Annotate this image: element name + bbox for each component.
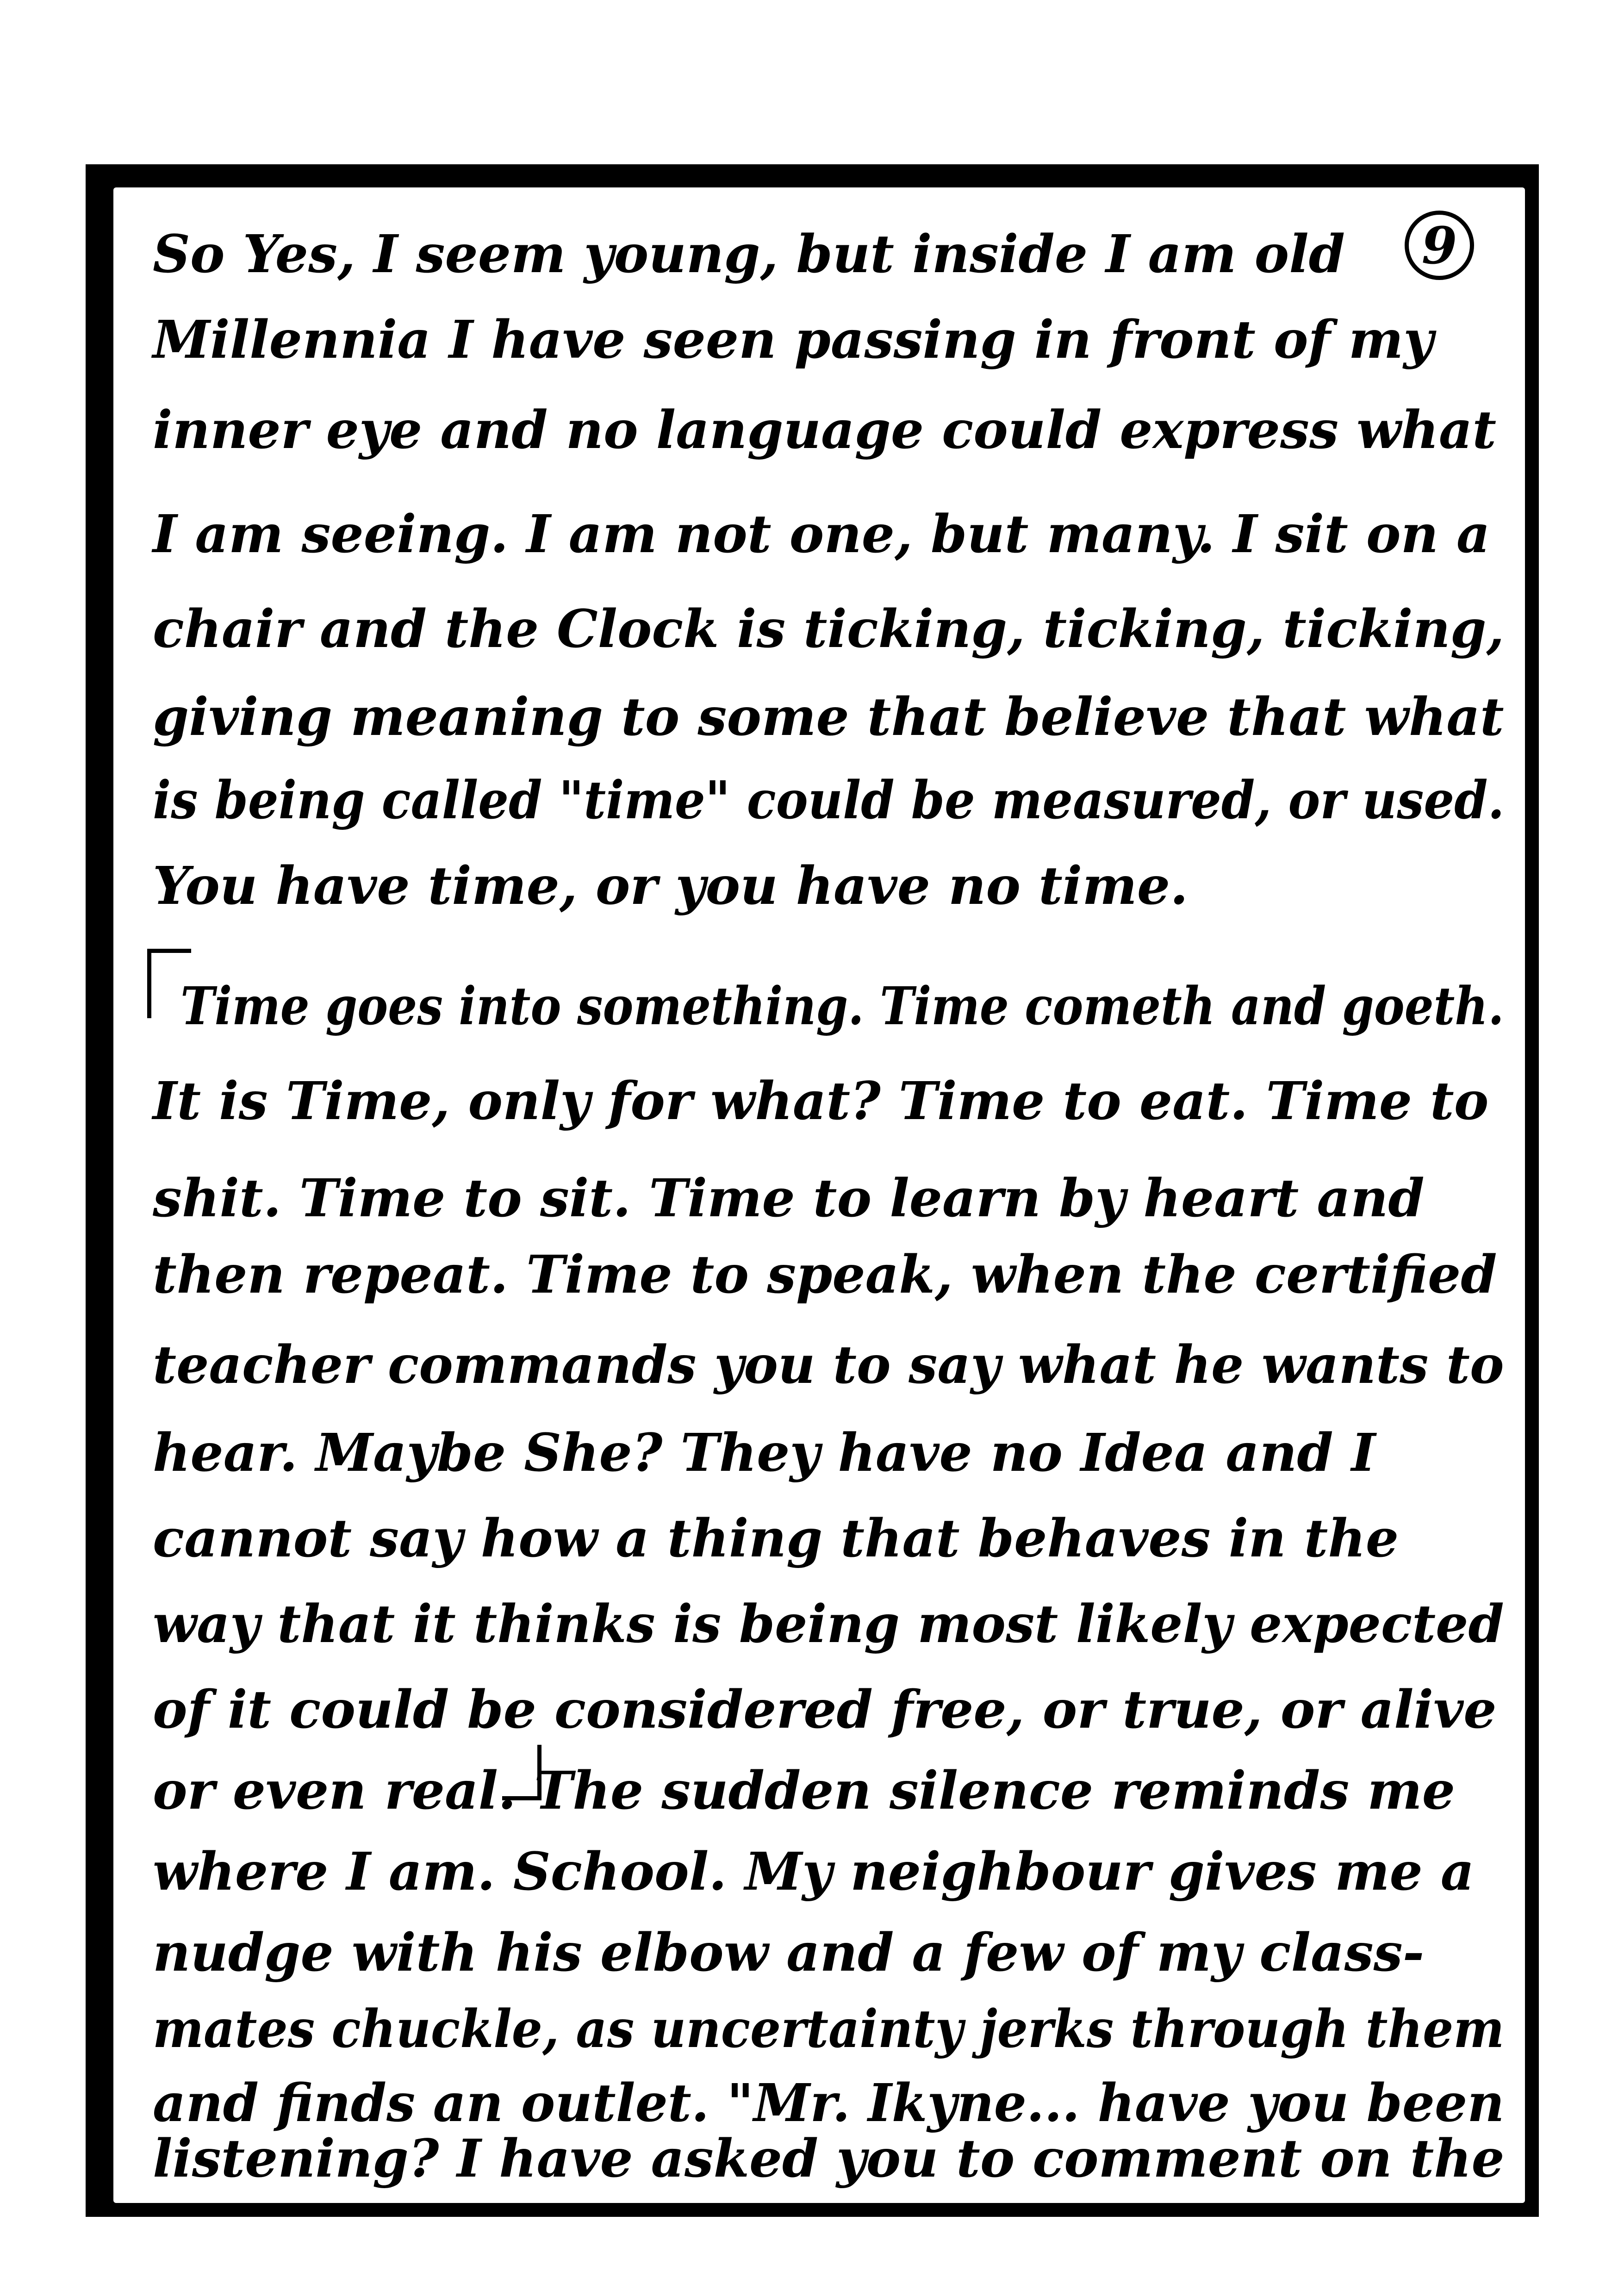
page-number: 9 (1421, 215, 1457, 275)
text-line: Time goes into something. Time cometh and goeth. (180, 976, 1504, 1037)
text-line: or even real. The sudden silence reminds me (153, 1761, 1456, 1821)
text-line: You have time, or you have no time. (153, 856, 1189, 916)
text-line: giving meaning to some that believe that what (153, 687, 1504, 747)
text-line: cannot say how a thing that behaves in the (153, 1508, 1399, 1569)
page-number-circle (1405, 211, 1474, 280)
text-line: Millennia I have seen passing in front of my (153, 310, 1434, 370)
text-line: hear. Maybe She? They have no Idea and I (153, 1423, 1376, 1483)
text-line: is being called "time" could be measured, or used. (153, 770, 1505, 831)
text-line: I am seeing. I am not one, but many. I sit on a (153, 504, 1490, 565)
text-line: way that it thinks is being most likely expected (153, 1594, 1504, 1655)
text-line: chair and the Clock is ticking, ticking, ticking, (153, 599, 1505, 660)
margin-dot (104, 2062, 109, 2066)
text-line: and finds an outlet. "Mr. Ikyne... have you been (153, 2073, 1505, 2134)
text-line: where I am. School. My neighbour gives me a (153, 1842, 1475, 1902)
margin-dot (93, 2062, 97, 2066)
text-line: teacher commands you to say what he wants to (153, 1335, 1504, 1395)
text-line: inner eye and no language could express what (153, 400, 1497, 460)
text-line: then repeat. Time to speak, when the certified (153, 1244, 1497, 1305)
margin-dot (95, 2004, 100, 2009)
text-line: So Yes, I seem young, but inside I am old (153, 224, 1345, 285)
text-line: nudge with his elbow and a few of my class- (153, 1923, 1425, 1983)
text-line: of it could be considered free, or true, or alive (153, 1680, 1497, 1740)
text-line: listening? I have asked you to comment on the (153, 2128, 1505, 2189)
text-line: mates chuckle, as uncertainty jerks through them (153, 1999, 1505, 2060)
text-line: shit. Time to sit. Time to learn by heart and (153, 1168, 1425, 1229)
text-line: It is Time, only for what? Time to eat. Time to (153, 1071, 1489, 1132)
